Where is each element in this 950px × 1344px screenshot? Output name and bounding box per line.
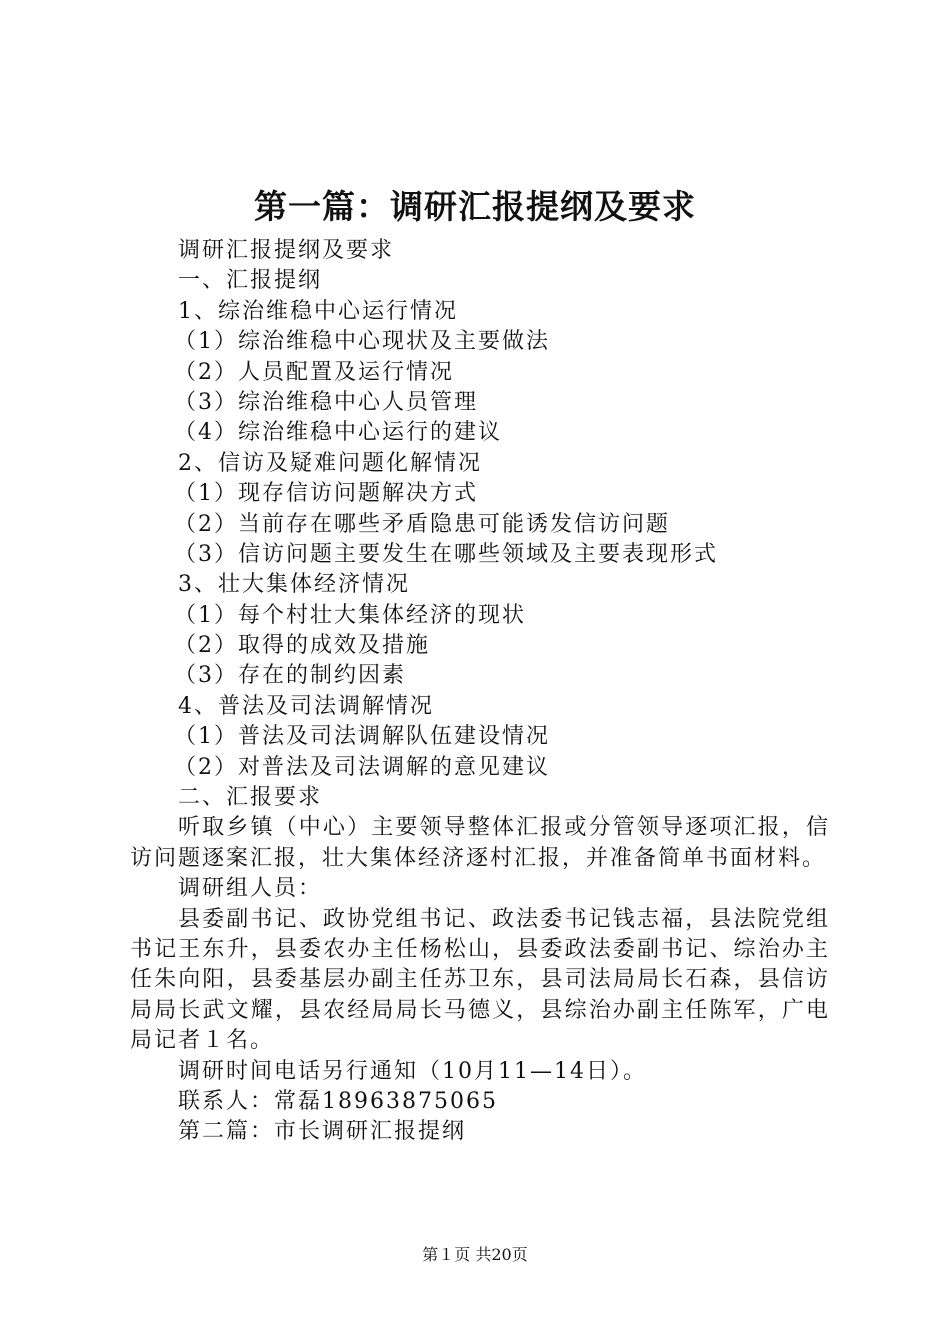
outline-subitem: （2）人员配置及运行情况	[174, 359, 454, 385]
page-footer: 第１页 共20页	[422, 1245, 528, 1264]
outline-subitem: （3）存在的制约因素	[174, 663, 406, 689]
outline-subitem: （2）取得的成效及措施	[174, 633, 430, 659]
outline-item: 3、壮大集体经济情况	[178, 572, 410, 598]
section-heading: 二、汇报要求	[178, 785, 323, 811]
schedule-notice: 调研时间电话另行通知（10月11—14日）。	[178, 1058, 647, 1084]
contact-line: 联系人：常磊18963875065	[178, 1089, 498, 1115]
next-chapter-heading: 第二篇：市长调研汇报提纲	[178, 1119, 467, 1145]
subtitle-line: 调研汇报提纲及要求	[178, 238, 395, 263]
outline-subitem: （2）对普法及司法调解的意见建议	[174, 754, 550, 780]
document-title: 第一篇：调研汇报提纲及要求	[254, 187, 696, 226]
outline-subitem: （3）综治维稳中心人员管理	[174, 389, 478, 415]
requirements-paragraph: 听取乡镇（中心）主要领导整体汇报或分管领导逐项汇报，信访问题逐案汇报，壮大集体经济逐村汇报，并准备简单书面材料。	[130, 815, 830, 871]
document-body	[130, 236, 830, 1148]
outline-subitem: （3）信访问题主要发生在哪些领域及主要表现形式	[174, 541, 718, 567]
members-heading: 调研组人员：	[178, 876, 323, 902]
outline-subitem: （1）现存信访问题解决方式	[174, 481, 478, 507]
outline-subitem: （2）当前存在哪些矛盾隐患可能诱发信访问题	[174, 511, 670, 537]
outline-subitem: （1）综治维稳中心现状及主要做法	[174, 329, 550, 355]
section-heading: 一、汇报提纲	[178, 268, 323, 294]
outline-subitem: （4）综治维稳中心运行的建议	[174, 420, 502, 446]
outline-item: 2、信访及疑难问题化解情况	[178, 450, 482, 476]
members-paragraph: 县委副书记、政协党组书记、政法委书记钱志福，县法院党组书记王东升，县委农办主任杨松山，县委政法委副书记、综治办主任朱向阳，县委基层办副主任苏卫东，县司法局局长石森，县信访局局长武文耀，县农经局局长马德义，县综治办副主任陈军，广电局记者１名。	[130, 906, 830, 1054]
outline-subitem: （1）普法及司法调解队伍建设情况	[174, 724, 550, 750]
outline-item: 4、普法及司法调解情况	[178, 693, 434, 719]
outline-item: 1、综治维稳中心运行情况	[178, 298, 458, 324]
outline-subitem: （1）每个村壮大集体经济的现状	[174, 602, 526, 628]
